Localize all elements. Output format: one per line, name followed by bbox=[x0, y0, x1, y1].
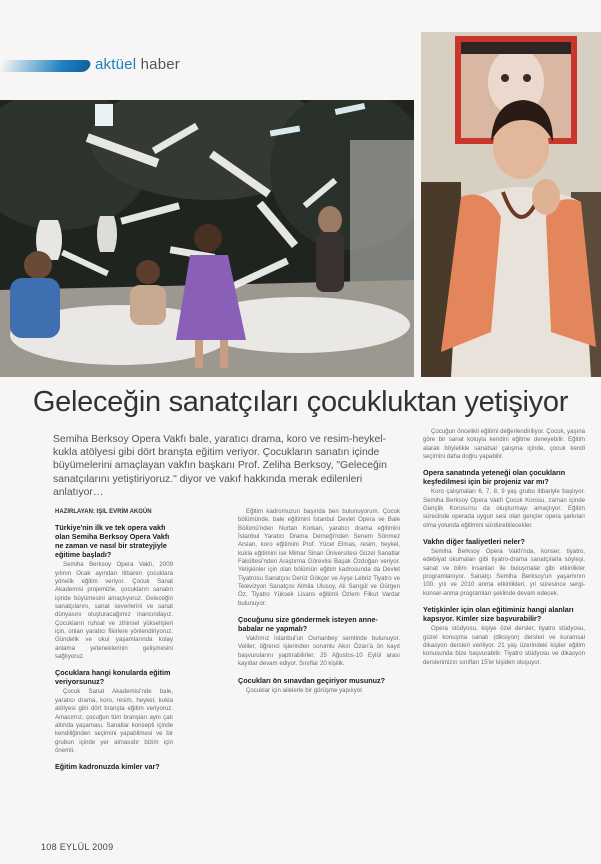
portrait-illustration bbox=[421, 32, 601, 377]
question-1: Türkiye'nin ilk ve tek opera vakfı olan Semiha Berksoy Opera Vakfı ne zaman ve nasıl bir strateyjiyle eğitime başladı? bbox=[55, 523, 170, 560]
answer-8: Opera stüdyosu, kişiye özel dersler, tiyatro stüdyosu, güzel konuşma sanatı (diksiyon) dersleri ve kuramsal dikasyon dersleri veriliyor. 21 yaş üzerindeki kişiler eğitim konusunda bize başvurabilir. Tiyatro stüdyosu ve dikasyon derslerimizın sınıfları 15'er kişiden oluşuyor. bbox=[423, 625, 585, 666]
section-swoosh bbox=[0, 60, 92, 72]
answer-5: Çocuklar için ailelerle bir görüşme yapılıyor. bbox=[246, 686, 364, 694]
headline: Geleceğin sanatçıları çocukluktan yetişiyor bbox=[32, 386, 569, 418]
question-6: Opera sanatında yeteneği olan çocukların keşfedilmesi için bir projeniz var mı? bbox=[423, 468, 566, 487]
section-label bbox=[95, 56, 180, 73]
lead-paragraph: Semiha Berksoy Opera Vakfı bale, yaratıcı drama, koro ve resim-heykel-kukla atölyesi gibi dört branşta eğitim veriyor. Çocukların sanatın içinde büyümelerini amaçlayan vakfın başkanı Prof. Zeliha Berksoy, "Geleceğin sanatçılarını yetiştiriyoruz." diyor ve vakıf hakkında merak edilenleri anlatıyor… bbox=[53, 434, 387, 498]
answer-5-continued: Çocuğun öncelikli eğitimi değerlendiriliyor. Çocuk, yaşına göre bir sanat koluyla kendini eğitme deneyebilir. Eğitim alarak böylelikle sanatsal çalışma içinde, çocuk kendi seçimini daha doğru yapabilir. bbox=[423, 428, 585, 461]
question-8: Yetişkinler için olan eğitiminiz hangi alanları kapsıyor. Kimler size başvurabilir? bbox=[423, 605, 574, 624]
children-paper-photo bbox=[0, 100, 414, 377]
section-word-2: haber bbox=[140, 56, 180, 73]
section-tag bbox=[0, 56, 210, 78]
question-3: Eğitim kadronuzda kimler var? bbox=[55, 762, 160, 772]
portrait-photo bbox=[421, 32, 601, 377]
question-7: Vakfın diğer faaliyetleri neler? bbox=[423, 537, 525, 547]
page-footer: 108 EYLÜL 2009 bbox=[41, 842, 114, 852]
article-column-3 bbox=[423, 428, 585, 667]
answer-6: Koro çalışmaları 6, 7, 8, 9 yaş grubu itibariyle başlıyor. Semiha Berksoy Opera Vakfı Çocuk Korosu, zaman içinde Gençlik Korosu'nu da oluşturmayı amaçlıyor. Eğitim sürecinde operada uygun sesi olan gençler opera şarkıları olma yolunda eğitimini sürdürebilecekler. bbox=[423, 488, 585, 529]
children-paper-illustration bbox=[0, 100, 414, 377]
article-column-1 bbox=[55, 508, 173, 773]
question-2: Çocuklara hangi konularda eğitim veriyorsunuz? bbox=[55, 668, 171, 687]
byline: HAZIRLAYAN: IŞIL EVRİM AKGÜN bbox=[55, 509, 152, 515]
section-word-1: aktüel bbox=[95, 56, 137, 73]
answer-1: Semiha Berksoy Opera Vakfı, 2009 yılının Ocak ayından itibaren çocuklara yönelik eğitim veriyor. Çocuk Sanat Akademisi projemizle, çocukların sanatın içinde büyümesini amaçlıyoruz. Geleceğin sanatçılarını, sanat severlerini ve sanat dünyasını oluşturacağımız inancındayız. Çocukların ruhsal ve zihinsel yükselişleri için, onları yaratıcı fikirlere yönlendiriyoruz. Gündelik ve okul yaşamlarında kolay anlama yeteneklerinin gelişmesini sağlıyoruz. bbox=[55, 561, 173, 661]
answer-3: Eğitim kadromuzun başında ben bulunuyorum. Çocuk bölümünde, bale eğitimini İstanbul Devlet Opera ve Bale Bölümü'nden Nurtan Korkan, yaratıcı drama eğitimini İstanbul Yaratıcı Drama Derneği'nden Senem Sönmez Arslan, koro eğitimini Prof. Yücel Elmas, resim, heykel, kukla eğitimini ise Mimar Sinan Üniversitesi Güzel Sanatlar Fakültesi'nden Araştırma Görevlisi Başak Özdoğan veriyor. Yetişkinler için olan bölümün eğitim kadrosunda da Devlet Tiyatrosu Sanatçısı Deniz Gökçer ve Ayşe Lebriz Tiyatro ve Televizyon Sanatçısı Almila Ulusoy, Ali Sarıgül ve Gürgen Öz, Tiyatro Yüksek Lisans eğitimli Özlem Filkut Vardar bulunuyor. bbox=[238, 508, 400, 607]
answer-7: Semiha Berksoy Opera Vakfı'nda, konser, tiyatro, edebiyat okumaları gibi tiyatro-drama sanatçılarla söyleşi, sanat ve bilim insanları ile buluşmalar gibi etkinlikler programlanıyor. Sanatçı Semiha Berksoy'un yaşamının 100. yılı ve 2010 anma etkinlikleri, yıl süresince sergi-konser-anma programları şeklinde devam edecek. bbox=[423, 548, 585, 597]
answer-4: Vakfımız İstanbul'un Osmanbey semtinde bulunuyor. Veliler, öğrenci işlerinden sorumlu Akın Özan'a ön kayıt başvurularını yaptırabilirler. 25 Ağustos-10 Eylül arası kayıtlar devam ediyor. Sınıflar 20 kişilik. bbox=[238, 635, 400, 668]
question-5: Çocukları ön sınavdan geçiriyor musunuz? bbox=[238, 675, 385, 685]
article-column-2 bbox=[238, 508, 400, 695]
answer-2: Çocuk Sanat Akademisi'nde bale, yaratıcı drama, koro, resim, heykel, kukla atölyesi gibi dört branşta eğitim veriyoruz. Amacımız, çocuğun tüm branşları aynı çatı altında yaşaması. Sanatlar konsepti içinde kendiliğinden seçimini yapabilmesi ve bir grubun içinde yer almasıdır bizim için önemli. bbox=[55, 688, 173, 754]
question-4: Çocuğunu size göndermek isteyen anne-babalar ne yapmalı? bbox=[238, 615, 378, 634]
